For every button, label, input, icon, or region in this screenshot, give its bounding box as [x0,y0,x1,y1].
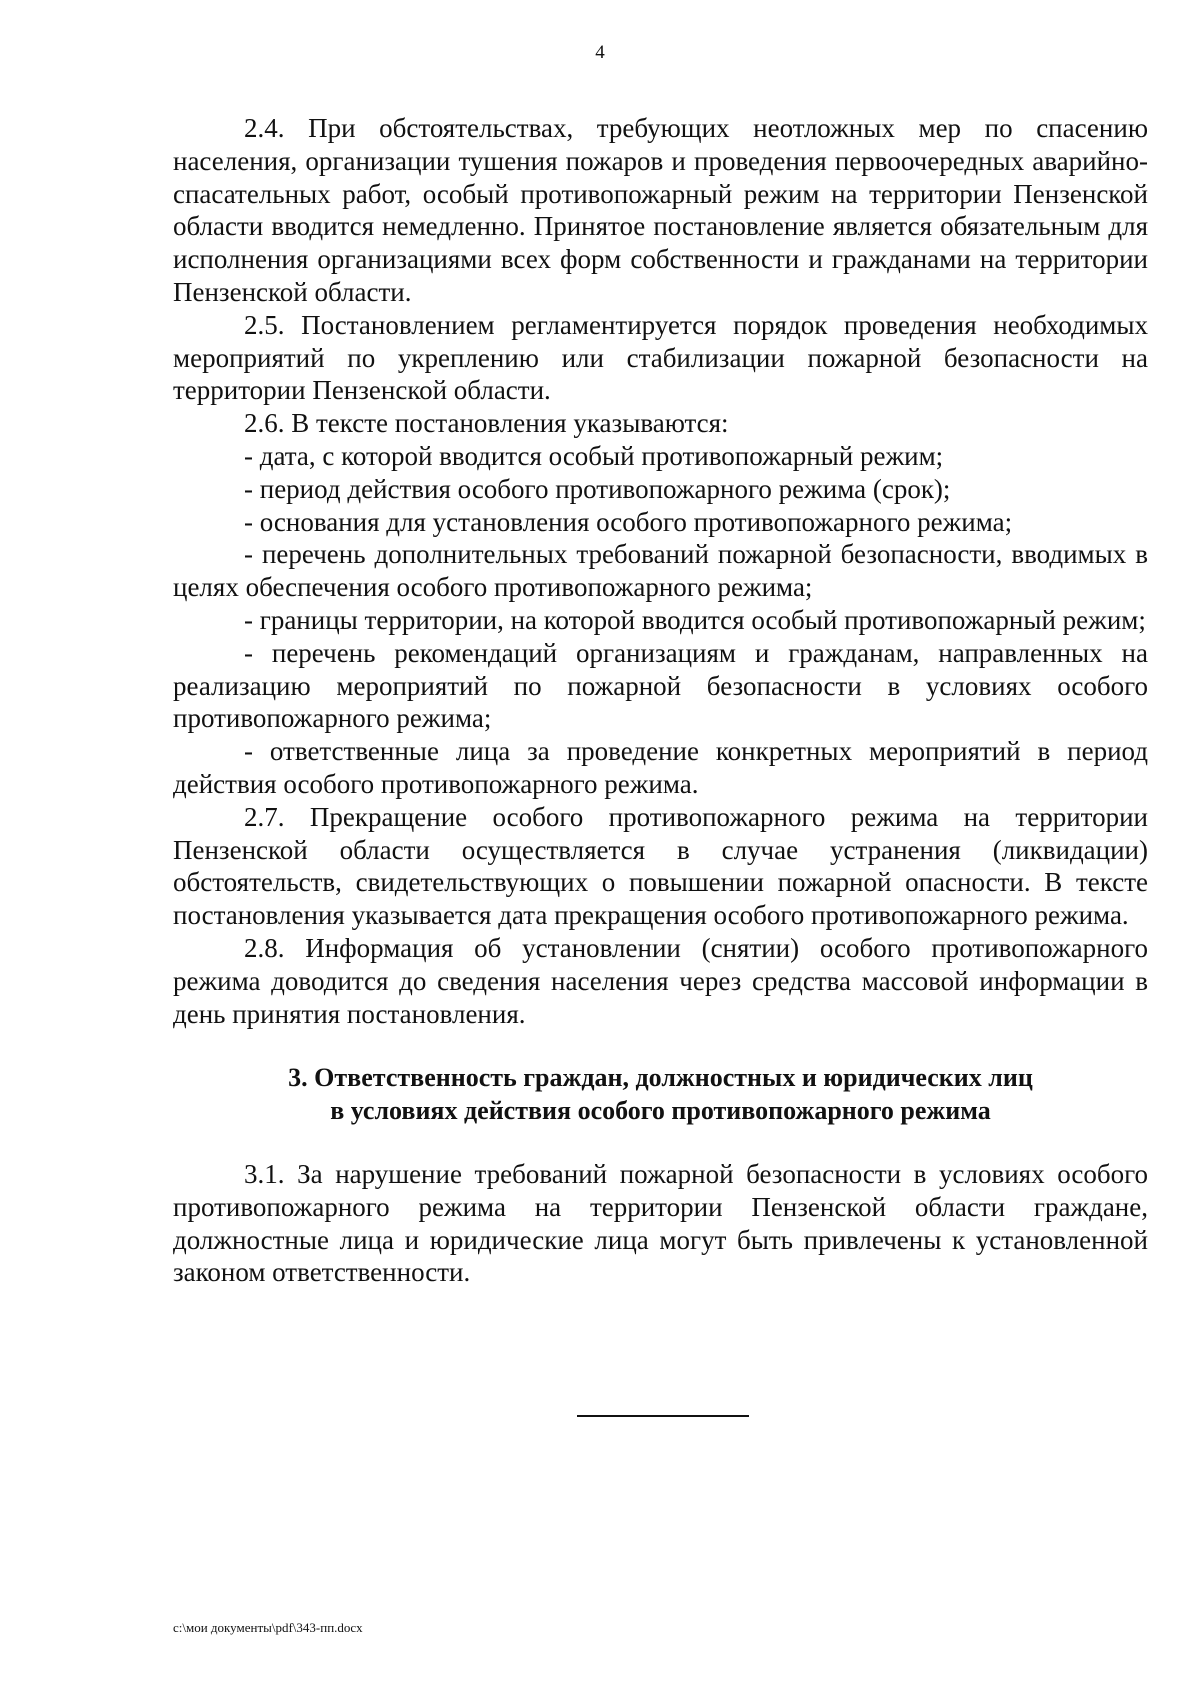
paragraph-2-7: 2.7. Прекращение особого противопожарного режима на территории Пензенской области осуществляется в случае устранения (ликвидации) обстоятельств, свидетельствующих о повышении пожарной опасности. В тексте постановления указывается дата прекращения особого противопожарного режима. [173,801,1148,931]
list-item-date: - дата, с которой вводится особый противопожарный режим; [244,440,944,471]
paragraph-2-8: 2.8. Информация об установлении (снятии) особого противопожарного режима доводится до сведения населения через средства массовой информации в день принятия постановления. [173,932,1148,1029]
paragraph-2-5: 2.5. Постановлением регламентируется порядок проведения необходимых мероприятий по укреплению или стабилизации пожарной безопасности на территории Пензенской области. [173,309,1148,406]
paragraph-2-4: 2.4. При обстоятельствах, требующих неотложных мер по спасению населения, организации тушения пожаров и проведения первоочередных аварийно-спасательных работ, особый противопожарный режим на территории Пензенской области вводится немедленно. Принятое постановление является обязательным для исполнения организациями всех форм собственности и гражданами на территории Пензенской области. [173,113,1148,307]
closing-rule [577,1415,749,1417]
section-3-heading-line1: 3. Ответственность граждан, должностных и юридических лиц [288,1063,1033,1093]
paragraph-2-6: 2.6. В тексте постановления указываются: [244,408,729,439]
section-3-heading-line2: в условиях действия особого противопожарного режима [330,1096,991,1126]
paragraph-3-1: 3.1. За нарушение требований пожарной безопасности в условиях особого противопожарного режима на территории Пензенской области граждане, должностные лица и юридические лица могут быть привлечены к установленной законом ответственности. [173,1158,1148,1288]
section-3-heading [173,1062,1148,1128]
page-number: 4 [595,42,605,63]
document-body [173,112,1148,1289]
list-item-period: - период действия особого противопожарного режима (срок); [244,473,951,504]
list-item-requirements: - перечень дополнительных требований пожарной безопасности, вводимых в целях обеспечения особого противопожарного режима; [173,539,1148,603]
list-item-grounds: - основания для установления особого противопожарного режима; [244,506,1013,537]
footer-file-path: c:\мои документы\pdf\343-пп.docx [173,1620,363,1635]
list-item-recommendations: - перечень рекомендаций организациям и гражданам, направленных на реализацию мероприятий по пожарной безопасности в условиях особого противопожарного режима; [173,637,1148,734]
list-item-responsible: - ответственные лица за проведение конкретных мероприятий в период действия особого противопожарного режима. [173,736,1148,799]
list-item-borders: - границы территории, на которой вводится особый противопожарный режим; [244,604,1146,635]
